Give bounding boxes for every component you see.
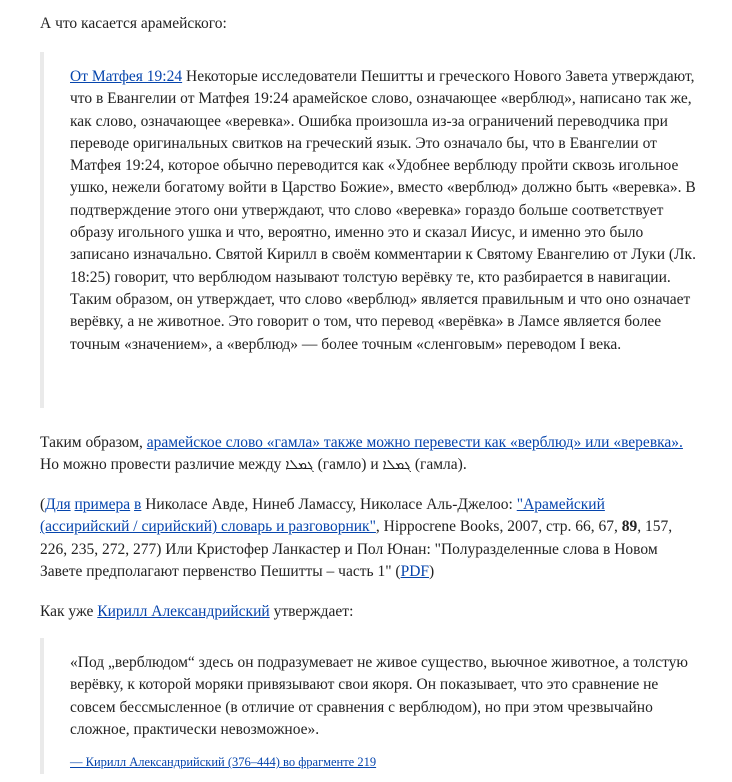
cyril-citation-link[interactable]: — Кирилл Александрийский (376–444) во фрагменте 219 [70,755,377,770]
link-in[interactable]: в [134,496,142,513]
blockquote-matthew-text: От Матфея 19:24 Некоторые исследователи Пешитты и греческого Нового Завета утверждают, что в Евангелии от Матфея 19:24 арамейское слово, означающее «верблюд», написано так же, как слово, означающее «веревка». Ошибка произошла из-за ограничений переводчика при переводе оригинальных свитков на греческий язык. Это означало бы, что в Евангелии от Матфея 19:24, которое обычно переводится как «Удобнее верблюду пройти сквозь игольное ушко, нежели богатому войти в Царство Божие», вместо «верблюд» должно быть «веревка». В подтверждение этого они утверждают, что слово «веревка» гораздо больше соответствует образу игольного ушка и что, вероятно, именно это и сказал Иисус, и именно это было записано изначально. Святой Кирилл в своём комментарии к Святому Евангелию от Луки (Лк. 18:25) говорит, что верблюдом называют толстую верёвку те, кто разбирается в навигации. Таким образом, он утверждает, что слово «верблюд» является правильным и что оно означает верёвку, а не животное. Это говорит о том, что перевод «верёвка» в Ламсе является более точным «значением», а «верблюд» — более точным «сленговым» переводом I века. [70,68,696,353]
cyril-link[interactable]: Кирилл Александрийский [97,603,270,620]
blockquote-cyril-text: «Под „верблюдом“ здесь он подразумевает не живое существо, вьючное животное, а толстую верёвку, к которой моряки привязывают свои якоря. Он показывает, что это сравнение не совсем бессмысленное (в отличие от сравнения с верблюдом), но при этом чрезвычайно сложное, практически невозможное». [70,654,688,738]
blockquote-cyril [40,638,700,774]
reference-paragraph: (Для примера в Николасе Авде, Нинеб Ламассу, Николасе Аль-Джелоо: "Арамейский (ассирийский / сирийский) словарь и разговорник", Hippocrene Books, 2007, стр. 66, 67, 89, 157, 226, 235, 272, 277) Или Кристофер Ланкастер и Пол Юнан: "Полуразделенные слова в Новом Завете предполагают первенство Пешитты – часть 1" (PDF) [40,496,673,580]
gamla-paragraph: Таким образом, арамейское слово «гамла» также можно перевести как «верблюд» или «веревка». Но можно провести различие между ܓܡܠܐ (гамло) и ܓܡܠܐ (гамла). [40,434,683,474]
pdf-link[interactable]: PDF [400,562,430,580]
syriac-word-gamlo: ܓܡܠܐ [285,457,314,474]
gamla-link[interactable]: арамейское слово «гамла» также можно перевести как «верблюд» или «веревка». [146,434,683,451]
blockquote-matthew [40,52,700,408]
link-for[interactable]: Для [45,496,71,513]
syriac-word-gamla: ܓܡܠܐ [382,457,411,474]
cyril-intro-paragraph: Как уже Кирилл Александрийский утверждает: [40,603,354,620]
intro-paragraph: А что касается арамейского: [40,15,227,32]
dictionary-book-link[interactable]: "Арамейский (ассирийский / сирийский) словарь и разговорник" [40,496,605,536]
link-example[interactable]: примера [74,496,131,513]
matthew-19-24-link[interactable]: От Матфея 19:24 [70,68,183,85]
